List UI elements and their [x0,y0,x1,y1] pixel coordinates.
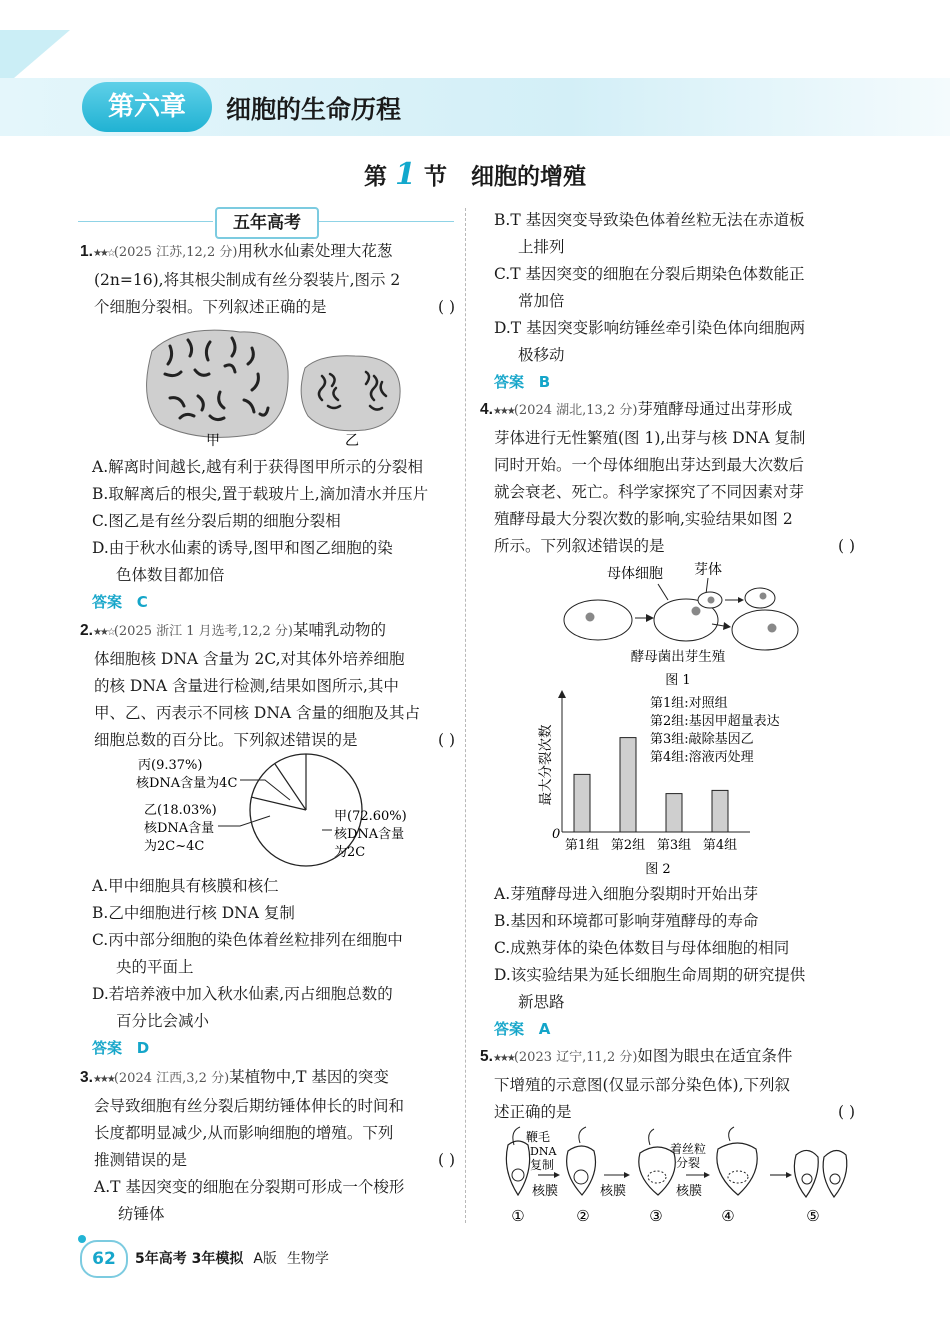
yeast-nucleus [768,624,777,633]
q4-option: B.基因和环境都可影响芽殖酵母的寿命 [494,912,759,930]
q3-line: 推测错误的是 [94,1151,188,1169]
chart-origin: 0 [552,827,561,842]
q5-stars: ★★★ [492,1053,514,1064]
fig1-arrowhead [646,614,654,622]
q2-options [92,873,457,1062]
q3-number: 3. [80,1069,93,1086]
q1-line: 个细胞分裂相。下列叙述正确的是 [94,298,327,316]
q1-line: (2n=16),将其根尖制成有丝分裂装片,图示 2 [94,271,401,289]
fig1-pointer [658,584,668,600]
chart-legend-item: 第2组:基因甲超量表达 [650,714,780,729]
q3-option: D.T 基因突变影响纺锤丝牵引染色体向细胞两 [494,319,806,337]
q5-line: 下增殖的示意图(仅显示部分染色体),下列叙 [494,1076,791,1094]
flagellum [649,1129,654,1145]
pie-label-yi-range: 为2C~4C [144,839,205,854]
q4-line: 殖酵母最大分裂次数的影响,实验结果如图 2 [494,510,793,528]
q3-options-continued [494,207,859,396]
yeast-new-bud [745,588,775,608]
fig1-caption: 酵母菌出芽生殖 [630,649,726,665]
q1-answer: C [136,593,148,611]
cell-yi [301,356,400,431]
chart-legend-item: 第3组:敲除基因乙 [650,732,754,747]
section-name: 细胞的增殖 [470,163,586,190]
yeast-nucleus [692,607,701,616]
footer-edition: A版 [253,1251,277,1267]
q3-line: 某植物中,T 基因的突变 [229,1068,389,1086]
banner-line-left [78,221,213,222]
yeast-nucleus [760,593,767,600]
q4-options [494,881,859,1043]
q2-line: 体细胞核 DNA 含量为 2C,对其体外培养细胞 [94,650,405,668]
q2-line: 细胞总数的百分比。下列叙述错误的是 [94,731,358,749]
euglena-cell-1 [506,1141,529,1195]
q2-line: 的核 DNA 含量进行检测,结果如图所示,其中 [94,677,399,695]
q1-option: 色体数目都加倍 [116,566,225,584]
q2-option: 百分比会减小 [116,1012,210,1030]
q3-answer-label: 答案 [494,373,525,391]
pie-label-jia-dna: 核DNA含量 [334,827,405,842]
page-number: 62 [80,1240,128,1278]
step-label: ⑤ [806,1207,820,1225]
q4-stars: ★★★ [492,406,514,417]
q4-answer-paren: ( ) [837,537,855,555]
q1-number: 1. [80,243,93,260]
chart-bar [712,790,728,832]
section-title [0,157,950,192]
q1-options [92,454,457,616]
pie-label-bing-dna: 核DNA含量为4C [136,776,238,791]
q4-line: 就会衰老、死亡。科学家探究了不同因素对芽 [494,483,805,501]
step-label: ② [576,1207,590,1225]
fig1-bud-label: 芽体 [694,562,722,578]
chart-x-labels [565,838,737,853]
q3-answer: B [538,373,551,391]
footer-text [135,1248,329,1268]
q2-line: 甲、乙、丙表示不同核 DNA 含量的细胞及其占 [94,704,421,722]
fig1-arrowhead [738,597,744,603]
pie-label-bing: 丙(9.37%) [138,758,203,773]
q2-pie-chart [130,752,430,872]
q3-stars: ★★★ [92,1074,114,1085]
q4-answer-label: 答案 [494,1020,525,1038]
chart-legend-item: 第1组:对照组 [650,696,728,711]
chart-legend-item: 第4组:溶液丙处理 [650,750,754,765]
label-split: 分裂 [676,1156,701,1170]
chart-x-label: 第3组 [656,838,692,853]
page-dot [78,1235,86,1243]
q4-option: A.芽殖酵母进入细胞分裂期时开始出芽 [494,885,759,903]
q5-line: 述正确的是 [494,1103,572,1121]
label-nuclear-membrane: 核膜 [676,1184,703,1199]
question-2 [80,617,455,754]
q3-line: 长度都明显减少,从而影响细胞的增殖。下列 [94,1124,394,1142]
chart-x-label: 第1组 [564,838,600,853]
q5-meta: (2023 辽宁,11,2 分) [513,1050,638,1065]
section-suffix: 节 [423,163,447,190]
chapter-label: 第六章 [82,82,212,132]
fig1-label: 图 1 [665,673,691,688]
chart-ylabel: 最大分裂次数 [538,724,554,806]
q3-option: C.T 基因突变的细胞在分裂后期染色体数能正 [494,265,805,283]
question-1 [80,238,455,321]
question-3 [80,1064,455,1228]
q4-line: 所示。下列叙述错误的是 [494,537,665,555]
euglena-cell-4 [717,1143,757,1195]
q1-line: 用秋水仙素处理大花葱 [237,242,393,260]
step-label: ① [511,1207,525,1225]
label-nuclear-membrane: 核膜 [532,1184,559,1199]
pie-label-jia-value: 为2C [334,845,366,860]
q2-option: B.乙中细胞进行核 DNA 复制 [92,904,295,922]
q1-figure [140,326,410,451]
q3-answer-paren: ( ) [437,1151,455,1169]
q2-option: 央的平面上 [116,958,194,976]
q1-option: A.解离时间越长,越有利于获得图甲所示的分裂相 [92,458,424,476]
q4-line: 同时开始。一个母体细胞出芽达到最大次数后 [494,456,805,474]
q4-option: 新思路 [518,993,565,1011]
q2-option: C.丙中部分细胞的染色体着丝粒排列在细胞中 [92,931,403,949]
q1-stars: ★★☆ [92,248,114,259]
q5-answer-paren: ( ) [837,1103,855,1121]
five-year-banner: 五年高考 [215,207,319,239]
yeast-nucleus [708,597,715,604]
chart-x-label: 第4组 [702,838,738,853]
fig1-arrowhead [723,622,731,630]
q3-option: 上排列 [518,238,565,256]
q1-option: C.图乙是有丝分裂后期的细胞分裂相 [92,512,341,530]
pie-label-jia: 甲(72.60%) [334,809,407,824]
chart-bar [666,794,682,832]
q1-option: D.由于秋水仙素的诱导,图甲和图乙细胞的染 [92,539,393,557]
section-prefix: 第 [364,163,388,190]
fig-label-jia: 甲 [206,433,220,449]
q5-line: 如图为眼虫在适宜条件 [637,1047,793,1065]
fig2-label: 图 2 [645,862,671,877]
fig1-pointer [706,578,708,594]
q4-bar-chart [530,690,820,880]
label-nuclear-membrane: 核膜 [600,1184,627,1199]
q3-option: A.T 基因突变的细胞在分裂期可形成一个梭形 [94,1178,405,1196]
q4-option: C.成熟芽体的染色体数目与母体细胞的相同 [494,939,790,957]
q4-line: 芽殖酵母通过出芽形成 [637,400,793,418]
q1-meta: (2025 江苏,12,2 分) [113,245,238,260]
q2-option: A.甲中细胞具有核膜和核仁 [92,877,279,895]
fig-label-yi: 乙 [345,433,359,449]
q4-option: D.该实验结果为延长细胞生命周期的研究提供 [494,966,806,984]
q5-figure [490,1125,860,1230]
question-4 [480,396,855,560]
chapter-title: 细胞的生命历程 [226,95,402,124]
q4-figure-1 [560,560,800,690]
banner-line-right [319,221,454,222]
pie-label-yi-dna: 核DNA含量 [144,821,215,836]
q3-option: 纺锤体 [118,1205,165,1223]
label-centromere: 着丝粒 [670,1142,707,1156]
q2-stars: ★★☆ [92,627,114,638]
column-divider [465,208,466,1223]
cell-jia [147,330,289,437]
chart-x-label: 第2组 [610,838,646,853]
flagellum [579,1127,586,1143]
fig1-mother-label: 母体细胞 [607,566,663,582]
q2-answer-paren: ( ) [437,731,455,749]
step-label: ④ [721,1207,735,1225]
q4-line: 芽体进行无性繁殖(图 1),出芽与核 DNA 复制 [494,429,806,447]
q4-meta: (2024 湖北,13,2 分) [513,403,638,418]
step-label: ③ [649,1207,663,1225]
yeast-nucleus [586,613,595,622]
q3-option: 极移动 [518,346,565,364]
q4-number: 4. [480,401,493,418]
q2-number: 2. [80,622,93,639]
pie-label-yi: 乙(18.03%) [144,803,217,818]
q5-number: 5. [480,1048,493,1065]
q4-answer: A [538,1020,551,1038]
footer-book: 5年高考 3年模拟 [135,1251,244,1267]
label-dna: DNA [530,1145,557,1158]
q2-answer-label: 答案 [92,1039,123,1057]
q3-line: 会导致细胞有丝分裂后期纺锤体伸长的时间和 [94,1097,405,1115]
yeast-daughter-cell [732,610,798,650]
q1-answer-label: 答案 [92,593,123,611]
q1-answer-paren: ( ) [437,298,455,316]
chart-bar [620,738,636,832]
section-number: 1 [395,157,416,192]
q2-answer: D [136,1039,150,1057]
label-replicate: 复制 [530,1158,555,1172]
label-flagellum: 鞭毛 [526,1130,551,1144]
q2-line: 某哺乳动物的 [292,621,386,639]
chart-bar [574,774,590,832]
q3-option: 常加倍 [518,292,565,310]
q1-option: B.取解离后的根尖,置于载玻片上,滴加清水并压片 [92,485,429,503]
q3-option: B.T 基因突变导致染色体着丝粒无法在赤道板 [494,211,805,229]
flagellum [729,1127,734,1141]
q3-meta: (2024 江西,3,2 分) [113,1071,230,1086]
footer-subject: 生物学 [286,1251,329,1267]
question-5 [480,1043,855,1126]
q2-option: D.若培养液中加入秋水仙素,丙占细胞总数的 [92,985,393,1003]
chart-y-arrow [558,690,566,698]
q2-meta: (2025 浙江 1 月选考,12,2 分) [113,624,293,639]
yeast-mother-cell [564,600,632,640]
